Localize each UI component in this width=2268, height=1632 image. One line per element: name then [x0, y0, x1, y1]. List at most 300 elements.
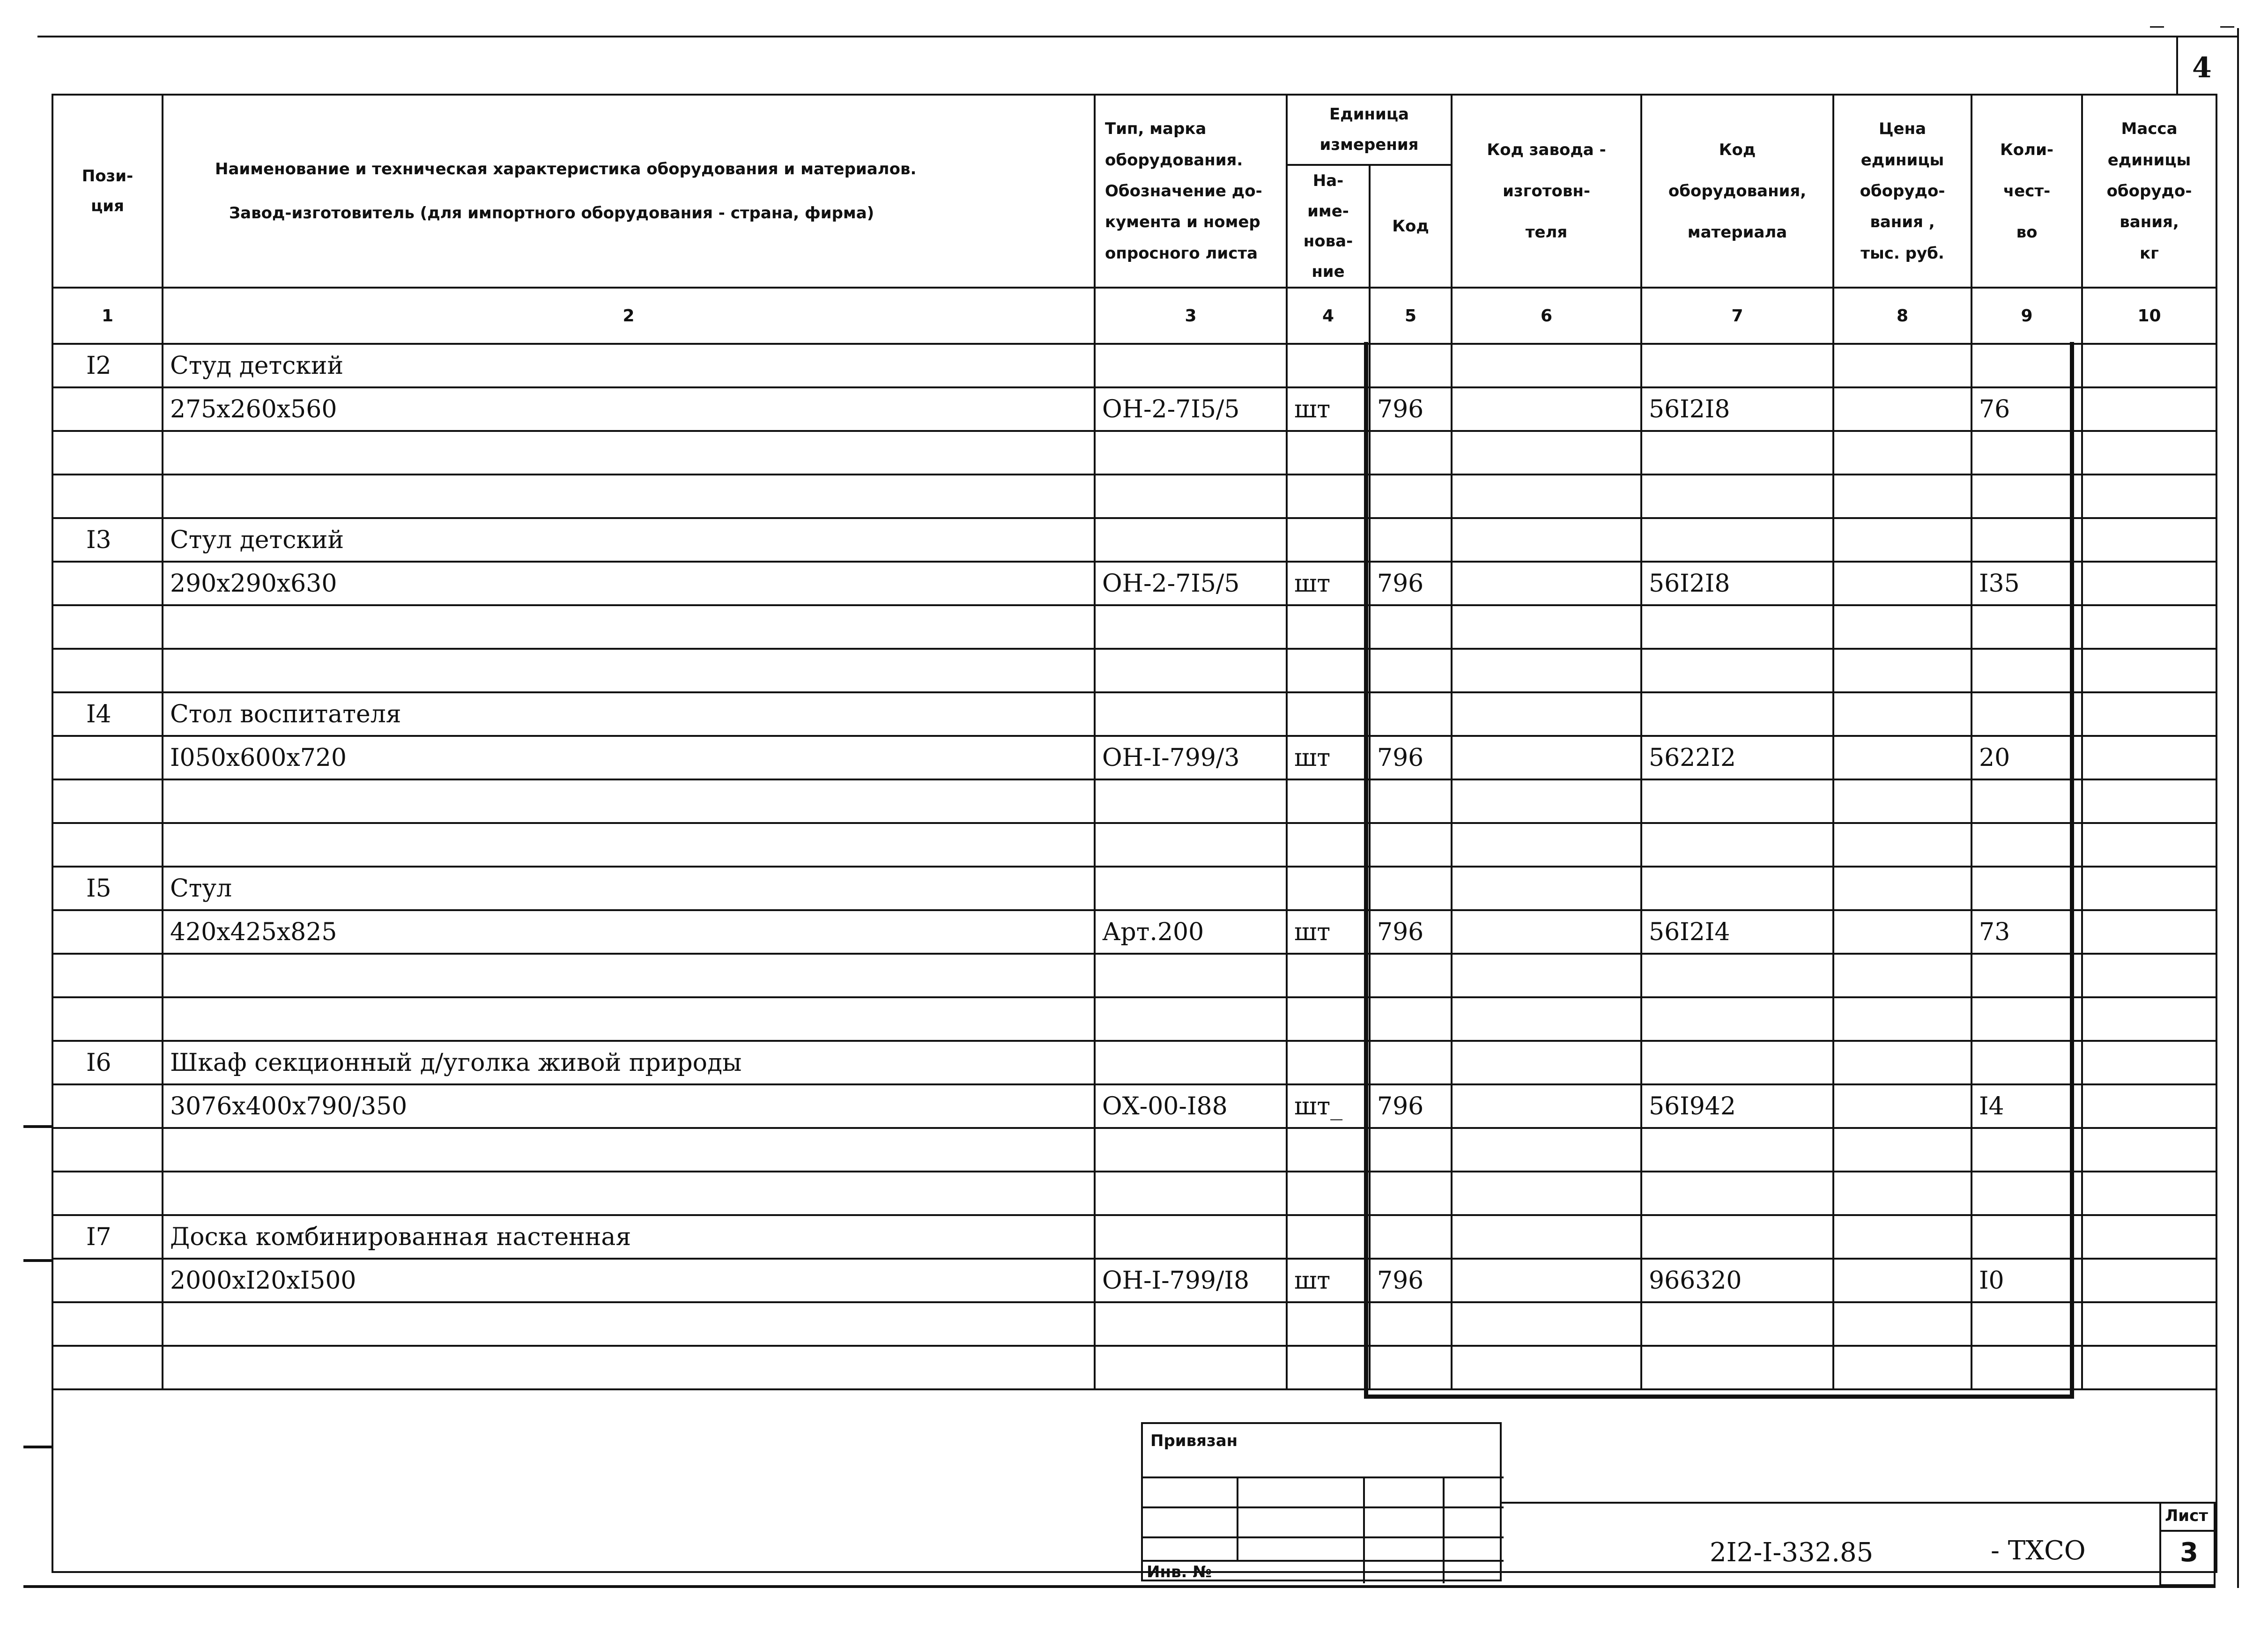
table-row-blank [52, 649, 2216, 692]
item-dimensions: 420x425x825 [163, 910, 1095, 954]
blank-cell [52, 1346, 163, 1389]
blank-cell [1641, 1128, 1833, 1172]
column-number: 6 [1452, 288, 1641, 344]
blank-cell [1095, 954, 1287, 997]
item-dimensions: 275x260x560 [163, 387, 1095, 431]
blank-cell [163, 1172, 1095, 1215]
blank-cell [1641, 605, 1833, 649]
equipment-specification-table [52, 94, 2217, 1573]
blank-cell [1833, 431, 1972, 475]
item-type: ОН-I-799/I8 [1095, 1259, 1287, 1302]
stamp-vrule [1443, 1476, 1445, 1583]
blank-cell [1972, 431, 2082, 475]
blank-cell [1370, 997, 1452, 1041]
blank-cell [1641, 1346, 1833, 1389]
header-factory-code-text: Код завода - изготовн- теля [1487, 140, 1606, 242]
page-number: 4 [2192, 52, 2212, 84]
blank-cell [1972, 779, 2082, 823]
blank-cell [1287, 779, 1370, 823]
header-unit-code [1370, 165, 1452, 288]
header-mass [2082, 95, 2216, 288]
blank-cell [1641, 997, 1833, 1041]
blank-cell [1641, 649, 1833, 692]
blank-cell [1287, 1128, 1370, 1172]
blank-cell [1452, 1128, 1641, 1172]
blank-cell [1287, 867, 1370, 910]
item-unit: шт [1287, 387, 1370, 431]
blank-cell [1287, 1215, 1370, 1259]
blank-cell [52, 954, 163, 997]
blank-cell [52, 1084, 163, 1128]
blank-cell [1641, 867, 1833, 910]
stamp-attached-label: Привязан [1150, 1432, 1238, 1450]
header-position [52, 95, 163, 288]
item-unit: шт [1287, 736, 1370, 779]
blank-cell [1972, 823, 2082, 867]
blank-cell [163, 1128, 1095, 1172]
item-mass [2082, 1084, 2216, 1128]
blank-cell [1452, 1215, 1641, 1259]
item-name: Шкаф секционный д/уголка живой природы [163, 1041, 1095, 1084]
blank-cell [1370, 475, 1452, 518]
blank-cell [1833, 954, 1972, 997]
blank-cell [1095, 867, 1287, 910]
blank-cell [52, 1302, 163, 1346]
column-number-row [52, 288, 2216, 344]
blank-cell [1095, 605, 1287, 649]
item-equipment-code: 966320 [1641, 1259, 1833, 1302]
table-row-item-values [52, 387, 2216, 431]
header-factory-code [1452, 95, 1641, 288]
column-number: 4 [1287, 288, 1370, 344]
blank-cell [1641, 1172, 1833, 1215]
stamp-rule [1143, 1536, 1504, 1538]
blank-cell [1972, 1346, 2082, 1389]
item-name: Стул детский [163, 518, 1095, 562]
blank-cell [1452, 1346, 1641, 1389]
blank-cell [163, 431, 1095, 475]
corner-mark-2 [2220, 26, 2234, 28]
item-factory-code [1452, 1084, 1641, 1128]
blank-cell [163, 649, 1095, 692]
blank-cell [1833, 1302, 1972, 1346]
header-price-text: Цена единицы оборудо- вания , тыс. руб. [1860, 119, 1945, 263]
blank-cell [1095, 518, 1287, 562]
blank-cell [1833, 1041, 1972, 1084]
item-unit-code: 796 [1370, 387, 1452, 431]
blank-cell [1833, 1215, 1972, 1259]
blank-cell [52, 1128, 163, 1172]
table-row-blank [52, 823, 2216, 867]
blank-cell [1833, 475, 1972, 518]
item-mass [2082, 562, 2216, 605]
item-position: I2 [52, 344, 163, 387]
item-unit: шт [1287, 562, 1370, 605]
blank-cell [1095, 431, 1287, 475]
blank-cell [163, 605, 1095, 649]
item-position: I4 [52, 692, 163, 736]
blank-cell [1972, 518, 2082, 562]
item-mass [2082, 1259, 2216, 1302]
table-row-blank [52, 1172, 2216, 1215]
table-row-item-name [52, 344, 2216, 387]
blank-cell [52, 649, 163, 692]
blank-cell [1452, 954, 1641, 997]
column-number: 1 [52, 288, 163, 344]
blank-cell [1095, 1302, 1287, 1346]
blank-cell [1452, 692, 1641, 736]
blank-cell [163, 1302, 1095, 1346]
table-row-item-values [52, 736, 2216, 779]
item-quantity: I0 [1972, 1259, 2082, 1302]
header-quantity [1972, 95, 2082, 288]
table-row-blank [52, 779, 2216, 823]
blank-cell [2082, 605, 2216, 649]
blank-cell [1370, 431, 1452, 475]
blank-cell [52, 387, 163, 431]
table-row-item-name [52, 518, 2216, 562]
sheet-top-rule [37, 36, 2239, 37]
column-number: 8 [1833, 288, 1972, 344]
blank-cell [1641, 1302, 1833, 1346]
blank-cell [2082, 475, 2216, 518]
table-row-item-values [52, 1084, 2216, 1128]
blank-cell [1370, 344, 1452, 387]
item-dimensions: 3076x400x790/350 [163, 1084, 1095, 1128]
item-dimensions: 290x290x630 [163, 562, 1095, 605]
blank-cell [2082, 1041, 2216, 1084]
blank-cell [2082, 344, 2216, 387]
table-row-item-values [52, 910, 2216, 954]
blank-cell [1370, 649, 1452, 692]
table-row-item-values [52, 562, 2216, 605]
header-unit-group [1287, 95, 1452, 165]
blank-cell [1095, 1128, 1287, 1172]
sheet-number: 3 [2180, 1537, 2198, 1568]
blank-cell [2082, 867, 2216, 910]
blank-cell [1287, 823, 1370, 867]
sheet-label: Лист [2165, 1506, 2208, 1525]
blank-cell [1452, 1041, 1641, 1084]
blank-cell [1287, 518, 1370, 562]
blank-cell [163, 779, 1095, 823]
header-unit-name [1287, 165, 1370, 288]
item-quantity: 73 [1972, 910, 2082, 954]
item-type: ОН-2-7I5/5 [1095, 387, 1287, 431]
table-row-item-name [52, 1041, 2216, 1084]
table-row-blank [52, 1346, 2216, 1389]
blank-cell [1370, 954, 1452, 997]
item-type: ОН-2-7I5/5 [1095, 562, 1287, 605]
sheet-box-rule [2161, 1530, 2217, 1532]
blank-cell [1972, 1172, 2082, 1215]
item-position: I7 [52, 1215, 163, 1259]
blank-cell [1972, 997, 2082, 1041]
blank-cell [1287, 1302, 1370, 1346]
item-unit-code: 796 [1370, 1084, 1452, 1128]
blank-cell [1972, 954, 2082, 997]
stamp-rule [1143, 1560, 1504, 1562]
blank-cell [1095, 692, 1287, 736]
blank-cell [163, 823, 1095, 867]
blank-cell [1972, 344, 2082, 387]
blank-cell [1095, 823, 1287, 867]
blank-cell [1833, 649, 1972, 692]
blank-cell [1452, 779, 1641, 823]
item-unit-code: 796 [1370, 736, 1452, 779]
blank-cell [1833, 1172, 1972, 1215]
item-quantity: 20 [1972, 736, 2082, 779]
blank-cell [1972, 1128, 2082, 1172]
table-row-blank [52, 431, 2216, 475]
item-factory-code [1452, 562, 1641, 605]
blank-cell [163, 475, 1095, 518]
header-type [1095, 95, 1287, 288]
blank-cell [1972, 692, 2082, 736]
blank-cell [1641, 954, 1833, 997]
item-price [1833, 736, 1972, 779]
item-factory-code [1452, 736, 1641, 779]
blank-cell [1287, 1041, 1370, 1084]
blank-cell [2082, 823, 2216, 867]
stamp-rule [1143, 1506, 1504, 1508]
blank-cell [1287, 997, 1370, 1041]
blank-cell [1641, 431, 1833, 475]
blank-cell [52, 605, 163, 649]
header-unit-code-text: Код [1392, 216, 1429, 236]
blank-cell [1287, 431, 1370, 475]
blank-cell [52, 823, 163, 867]
margin-tick [23, 1259, 52, 1262]
blank-cell [1972, 649, 2082, 692]
item-equipment-code: 56I2I8 [1641, 562, 1833, 605]
blank-cell [1370, 692, 1452, 736]
blank-cell [1287, 692, 1370, 736]
item-rows [52, 344, 2216, 1389]
blank-cell [52, 475, 163, 518]
table-footer-area [52, 1389, 2216, 1572]
item-name: Доска комбинированная настенная [163, 1215, 1095, 1259]
table-row-item-name [52, 1215, 2216, 1259]
blank-cell [1833, 1128, 1972, 1172]
blank-cell [52, 910, 163, 954]
column-number: 3 [1095, 288, 1287, 344]
header-quantity-text: Коли- чест- во [2000, 140, 2054, 242]
blank-cell [1452, 867, 1641, 910]
blank-cell [2082, 954, 2216, 997]
item-price [1833, 387, 1972, 431]
item-equipment-code: 56I2I8 [1641, 387, 1833, 431]
blank-cell [1641, 475, 1833, 518]
margin-tick [23, 1446, 52, 1448]
item-type: ОН-I-799/3 [1095, 736, 1287, 779]
column-number: 10 [2082, 288, 2216, 344]
blank-cell [1287, 1172, 1370, 1215]
item-unit-code: 796 [1370, 1259, 1452, 1302]
blank-cell [2082, 1128, 2216, 1172]
blank-cell [1287, 649, 1370, 692]
blank-cell [52, 736, 163, 779]
blank-cell [1833, 779, 1972, 823]
blank-cell [2082, 1302, 2216, 1346]
blank-cell [1287, 954, 1370, 997]
blank-cell [1095, 649, 1287, 692]
blank-cell [1452, 344, 1641, 387]
blank-cell [1833, 344, 1972, 387]
page-number-box-right [2237, 28, 2239, 1588]
document-suffix: - ТХСО [1991, 1536, 2086, 1566]
blank-cell [52, 562, 163, 605]
blank-cell [1641, 1041, 1833, 1084]
blank-cell [2082, 692, 2216, 736]
sheet-number-box [2159, 1502, 2216, 1586]
blank-cell [1370, 779, 1452, 823]
blank-cell [52, 1172, 163, 1215]
column-number: 7 [1641, 288, 1833, 344]
table-row-item-values [52, 1259, 2216, 1302]
blank-cell [2082, 1215, 2216, 1259]
item-position: I3 [52, 518, 163, 562]
blank-cell [1095, 475, 1287, 518]
blank-cell [1370, 823, 1452, 867]
item-factory-code [1452, 910, 1641, 954]
blank-cell [1287, 1346, 1370, 1389]
table-row-blank [52, 997, 2216, 1041]
blank-cell [1972, 1041, 2082, 1084]
header-equipment-code-text: Код оборудования, материала [1668, 140, 1807, 242]
item-dimensions: 2000xI20xI500 [163, 1259, 1095, 1302]
blank-cell [1833, 518, 1972, 562]
header-unit-group-text: Единица измерения [1319, 105, 1419, 154]
blank-cell [163, 997, 1095, 1041]
blank-cell [2082, 518, 2216, 562]
item-mass [2082, 387, 2216, 431]
header-unit-name-text: На- име- нова- ние [1303, 171, 1353, 281]
item-position: I6 [52, 1041, 163, 1084]
blank-cell [1095, 1346, 1287, 1389]
item-type: Арт.200 [1095, 910, 1287, 954]
blank-cell [1452, 1172, 1641, 1215]
item-quantity: 76 [1972, 387, 2082, 431]
table-row-blank [52, 605, 2216, 649]
blank-cell [1370, 867, 1452, 910]
document-code: 2I2-I-332.85 [1710, 1537, 1874, 1568]
blank-cell [1452, 605, 1641, 649]
header-equipment-code [1641, 95, 1833, 288]
table-row-blank [52, 1302, 2216, 1346]
blank-cell [2082, 649, 2216, 692]
blank-cell [1095, 1215, 1287, 1259]
blank-cell [1370, 1346, 1452, 1389]
blank-cell [1972, 867, 2082, 910]
header-price [1833, 95, 1972, 288]
item-type: ОХ-00-I88 [1095, 1084, 1287, 1128]
header-name-line1: Наименование и техническая характеристика оборудования и материалов. [215, 159, 917, 178]
blank-cell [1972, 605, 2082, 649]
blank-cell [52, 997, 163, 1041]
blank-cell [1641, 518, 1833, 562]
blank-cell [2082, 431, 2216, 475]
blank-cell [1370, 1041, 1452, 1084]
blank-cell [1833, 1346, 1972, 1389]
table-row-blank [52, 954, 2216, 997]
blank-cell [1972, 475, 2082, 518]
stamp-vrule [1237, 1476, 1238, 1561]
item-factory-code [1452, 387, 1641, 431]
stamp-rule [1143, 1476, 1504, 1478]
blank-cell [52, 779, 163, 823]
blank-cell [2082, 779, 2216, 823]
blank-cell [1641, 779, 1833, 823]
item-mass [2082, 910, 2216, 954]
corner-mark-1 [2150, 26, 2164, 28]
item-position: I5 [52, 867, 163, 910]
item-price [1833, 1084, 1972, 1128]
blank-cell [163, 954, 1095, 997]
blank-cell [52, 1259, 163, 1302]
sheet-bottom-rule [23, 1585, 2216, 1588]
stamp-vrule [1363, 1476, 1365, 1583]
blank-cell [1370, 1215, 1452, 1259]
blank-cell [1452, 997, 1641, 1041]
blank-cell [2082, 1172, 2216, 1215]
blank-cell [1833, 605, 1972, 649]
blank-cell [1972, 1302, 2082, 1346]
blank-cell [1452, 649, 1641, 692]
attachment-stamp [1141, 1422, 1502, 1581]
blank-cell [1833, 867, 1972, 910]
blank-cell [1095, 344, 1287, 387]
item-unit: шт [1287, 1259, 1370, 1302]
column-number: 2 [163, 288, 1095, 344]
item-price [1833, 910, 1972, 954]
blank-cell [1452, 518, 1641, 562]
blank-cell [1287, 344, 1370, 387]
item-name: Студ детский [163, 344, 1095, 387]
blank-cell [1370, 1172, 1452, 1215]
blank-cell [1095, 1172, 1287, 1215]
item-factory-code [1452, 1259, 1641, 1302]
blank-cell [1095, 779, 1287, 823]
item-unit-code: 796 [1370, 562, 1452, 605]
blank-cell [1452, 475, 1641, 518]
blank-cell [1641, 823, 1833, 867]
table-row-item-name [52, 692, 2216, 736]
table-row-blank [52, 1128, 2216, 1172]
blank-cell [2082, 997, 2216, 1041]
item-equipment-code: 56I942 [1641, 1084, 1833, 1128]
item-equipment-code: 56I2I4 [1641, 910, 1833, 954]
item-name: Стол воспитателя [163, 692, 1095, 736]
item-mass [2082, 736, 2216, 779]
stamp-inventory-label: Инв. № [1147, 1563, 1212, 1581]
header-type-text: Тип, марка оборудования. Обозначение до- кумента и номер опросного листа [1105, 119, 1262, 263]
blank-cell [1370, 605, 1452, 649]
blank-cell [163, 1346, 1095, 1389]
blank-cell [1641, 692, 1833, 736]
table-row-item-name [52, 867, 2216, 910]
blank-cell [1287, 605, 1370, 649]
item-equipment-code: 5622I2 [1641, 736, 1833, 779]
blank-cell [1287, 475, 1370, 518]
table-row-blank [52, 475, 2216, 518]
item-name: Стул [163, 867, 1095, 910]
item-price [1833, 1259, 1972, 1302]
blank-cell [2082, 1346, 2216, 1389]
column-number: 9 [1972, 288, 2082, 344]
footer-blank-cell [52, 1389, 2216, 1572]
page-number-box-left [2176, 36, 2178, 94]
